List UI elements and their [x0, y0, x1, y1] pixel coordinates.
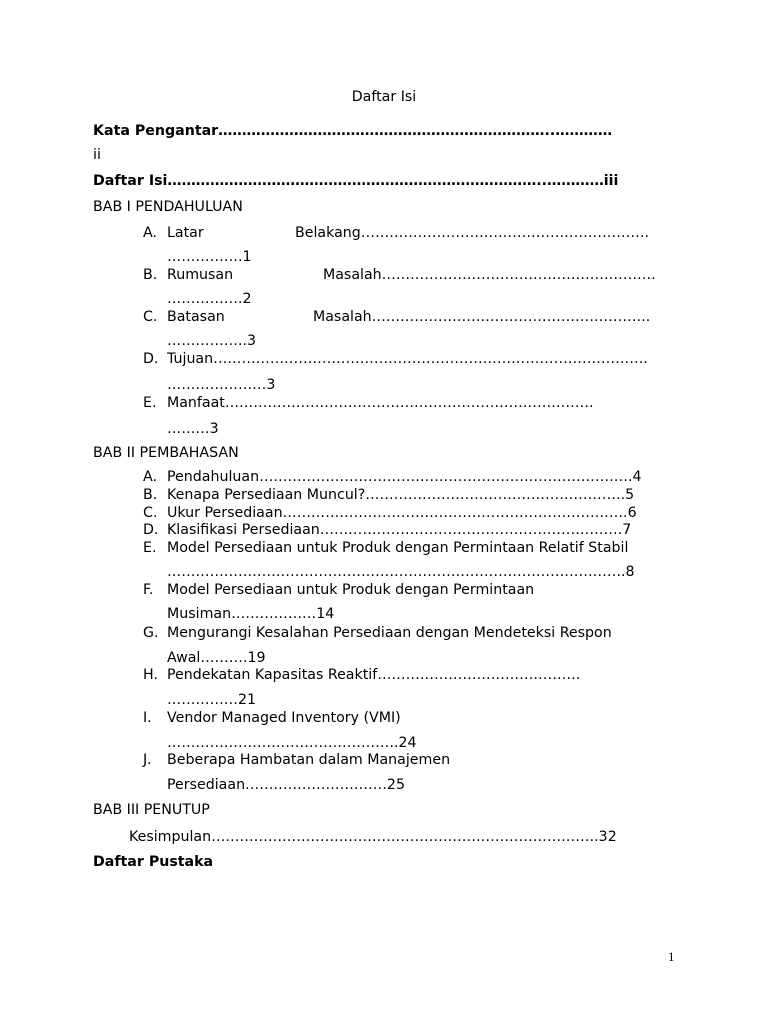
- toc-item-letter: J.: [143, 752, 152, 768]
- toc-item-title[interactable]: Vendor Managed Inventory (VMI): [167, 710, 401, 726]
- toc-item-page: …………….1: [167, 249, 252, 265]
- toc-item-dots: Masalah………………………………………………….: [323, 267, 656, 283]
- toc-item-page: …………………………………………………………………………………….8: [167, 564, 635, 580]
- toc-item-letter: E.: [143, 395, 157, 411]
- toc-daftar-isi[interactable]: Daftar Isi……………………………………………………………………..…………iii: [93, 173, 619, 189]
- toc-item-page: Persediaan…………………………25: [167, 777, 405, 793]
- toc-item-title[interactable]: Pendekatan Kapasitas Reaktif…………………………………….: [167, 667, 581, 683]
- toc-item-page: Musiman………………14: [167, 606, 335, 622]
- toc-item-page: ………3: [167, 421, 219, 437]
- toc-item-title[interactable]: Ukur Persediaan……………………………………………………………….6: [167, 505, 637, 521]
- toc-item-title[interactable]: Pendahuluan…………………………………………………………………….4: [167, 469, 642, 485]
- toc-item-letter: A.: [143, 225, 157, 241]
- toc-item-letter: H.: [143, 667, 158, 683]
- toc-item-page: …………………3: [167, 377, 276, 393]
- toc-item-letter: C.: [143, 505, 158, 521]
- toc-item-title[interactable]: Model Persediaan untuk Produk dengan Permintaan: [167, 582, 535, 598]
- toc-item-title[interactable]: Rumusan: [167, 267, 234, 283]
- toc-item-title[interactable]: Klasifikasi Persediaan……………………………………………………….7: [167, 522, 632, 538]
- toc-item-letter: A.: [143, 469, 157, 485]
- page-title: Daftar Isi: [351, 89, 417, 105]
- toc-item-title[interactable]: Model Persediaan untuk Produk dengan Permintaan Relatif Stabil: [167, 540, 629, 556]
- toc-item-page: Awal……….19: [167, 650, 266, 666]
- toc-item-letter: B.: [143, 267, 158, 283]
- toc-item-title[interactable]: Mengurangi Kesalahan Persediaan dengan Mendeteksi Respon: [167, 625, 612, 641]
- toc-item-letter: I.: [143, 710, 152, 726]
- chapter-heading-bab3: BAB III PENUTUP: [93, 802, 210, 818]
- toc-item-page: ……………..3: [167, 333, 256, 349]
- toc-item-dots: Masalah…………………………………………………..: [313, 309, 651, 325]
- toc-item-title[interactable]: Batasan: [167, 309, 225, 325]
- page-number: 1: [668, 949, 675, 964]
- chapter-heading-bab1: BAB I PENDAHULUAN: [93, 199, 243, 215]
- toc-item-letter: E.: [143, 540, 157, 556]
- toc-item-letter: D.: [143, 522, 159, 538]
- toc-item-letter: C.: [143, 309, 158, 325]
- chapter-heading-bab2: BAB II PEMBAHASAN: [93, 445, 239, 461]
- toc-item-page: ………………………………………….24: [167, 735, 417, 751]
- toc-item-letter: D.: [143, 351, 159, 367]
- toc-item-title[interactable]: Manfaat……………………………………………………………………: [167, 395, 594, 411]
- toc-item-title[interactable]: Kenapa Persediaan Muncul?……………………………………………….5: [167, 487, 635, 503]
- toc-item-page: ……………21: [167, 692, 256, 708]
- toc-item-letter: F.: [143, 582, 154, 598]
- toc-item-letter: B.: [143, 487, 158, 503]
- toc-daftar-pustaka[interactable]: Daftar Pustaka: [93, 854, 214, 870]
- toc-kata-pengantar-page: ii: [93, 147, 101, 163]
- toc-item-title[interactable]: Tujuan………………………………………………………………………………..: [167, 351, 648, 367]
- toc-item-dots: Belakang…………………………………………………….: [295, 225, 650, 241]
- toc-item-letter: G.: [143, 625, 159, 641]
- toc-item-title[interactable]: Latar: [167, 225, 204, 241]
- toc-kata-pengantar[interactable]: Kata Pengantar……………………………………………………………..…………: [93, 123, 613, 139]
- toc-item-title[interactable]: Beberapa Hambatan dalam Manajemen: [167, 752, 451, 768]
- toc-item-page: …………….2: [167, 291, 252, 307]
- toc-item-title[interactable]: Kesimpulan……………………………………………………………………….32: [129, 829, 617, 845]
